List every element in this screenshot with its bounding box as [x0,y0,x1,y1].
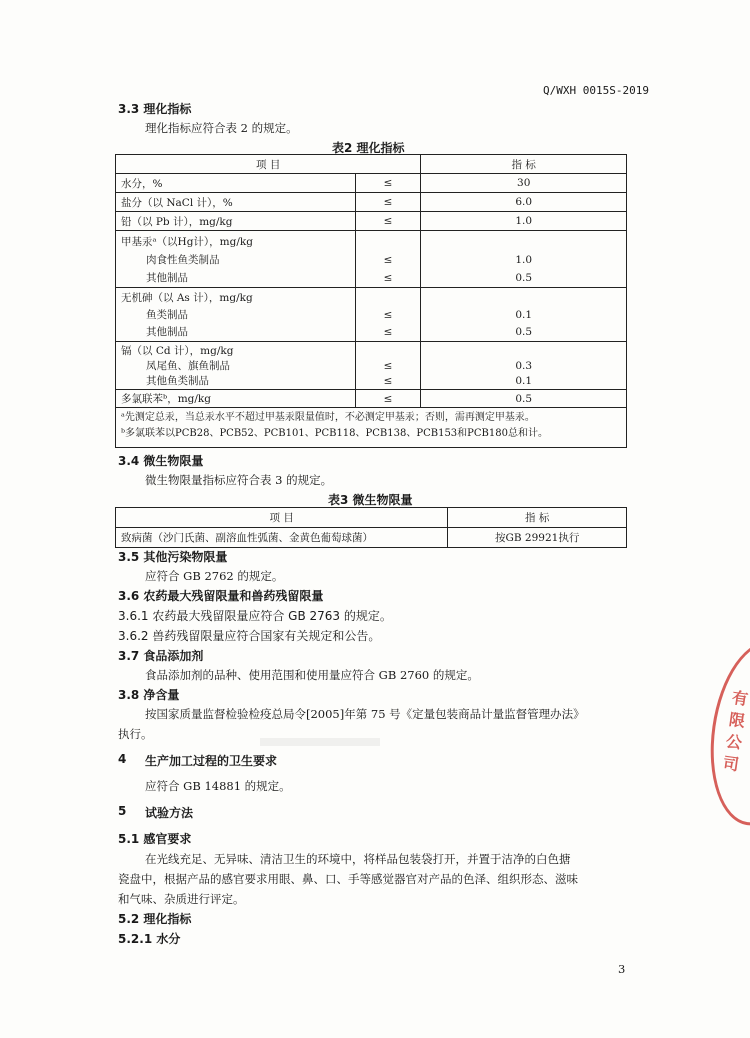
table-row [116,212,627,231]
table-cell: 0.3 [515,360,533,372]
table-cell: 其他制品 [146,272,188,284]
table-cell: 0.5 [515,326,533,338]
section-text: 在光线充足、无异味、清洁卫生的环境中，将样品包装袋打开，并置于洁净的白色搪 [145,852,571,866]
section-heading: 3.3 理化指标 [118,102,192,116]
section-number: 5 [118,804,127,818]
table-cell: 镉（以 Cd 计），mg/kg [121,345,234,357]
seal-text: 有限公司 [718,688,750,779]
table-cell: ≤ [355,174,421,193]
section-heading: 3.6 农药最大残留限量和兽药残留限量 [118,589,324,603]
section-heading: 3.7 食品添加剂 [118,649,204,663]
table-2-physchem [115,154,627,448]
table-cell: 0.1 [515,309,533,321]
table-footnote: ᵃ先测定总汞，当总汞水平不超过甲基汞限量值时，不必测定甲基汞；否则，需再测定甲基汞。 [121,412,535,423]
table-cell: 多氯联苯ᵇ，mg/kg [116,390,356,408]
table-caption: 表2 理化指标 [332,141,405,155]
table-cell: 1.0 [421,212,627,231]
table-cell: 0.5 [515,272,533,284]
table-header-index: 指 标 [421,155,627,174]
section-number: 4 [118,752,127,766]
table-cell: ≤ [383,309,393,321]
table-cell: ≤ [383,254,393,266]
table-header-item: 项 目 [116,508,448,528]
section-text: 理化指标应符合表 2 的规定。 [145,121,298,135]
table-cell: ≤ [383,272,393,284]
section-title: 试验方法 [145,806,194,820]
table-cell: ≤ [383,326,393,338]
subsection-text: 3.6.1 农药最大残留限量应符合 GB 2763 的规定。 [118,609,392,623]
table-cell: 致病菌（沙门氏菌、副溶血性弧菌、金黄色葡萄球菌） [116,528,448,548]
section-heading: 3.8 净含量 [118,688,180,702]
subsection-text: 3.6.2 兽药残留限量应符合国家有关规定和公告。 [118,629,381,643]
table-row [116,342,627,390]
table-cell: 其他制品 [146,326,188,338]
table-cell: 凤尾鱼、旗鱼制品 [146,360,230,372]
table-footnote: ᵇ多氯联苯以PCB28、PCB52、PCB101、PCB118、PCB138、PCB153和PCB180总和计。 [121,428,548,439]
section-text: 和气味、杂质进行评定。 [118,892,245,906]
table-cell: 甲基汞ᵃ（以Hg计），mg/kg [121,236,253,248]
section-heading: 5.2.1 水分 [118,932,181,946]
table-row [116,390,627,408]
table-header-index: 指 标 [448,508,627,528]
section-text: 应符合 GB 14881 的规定。 [145,779,291,793]
table-cell: 0.5 [421,390,627,408]
table-3-microbial [115,507,627,548]
section-text: 瓷盘中，根据产品的感官要求用眼、鼻、口、手等感觉器官对产品的色泽、组织形态、滋味 [118,872,578,886]
table-cell: ≤ [355,390,421,408]
table-cell: 0.1 [515,375,533,387]
table-cell: 按GB 29921执行 [448,528,627,548]
section-text: 微生物限量指标应符合表 3 的规定。 [145,473,333,487]
table-cell: 30 [421,174,627,193]
table-cell: ≤ [383,360,393,372]
table-cell: 1.0 [515,254,533,266]
table-cell: 水分，% [116,174,356,193]
table-cell: 无机砷（以 As 计），mg/kg [121,292,253,304]
table-row [116,288,627,342]
section-text: 食品添加剂的品种、使用范围和使用量应符合 GB 2760 的规定。 [145,668,479,682]
table-row [116,193,627,212]
section-heading: 3.4 微生物限量 [118,454,204,468]
table-caption: 表3 微生物限量 [328,493,413,507]
table-cell: 6.0 [421,193,627,212]
table-cell: 其他鱼类制品 [146,375,209,387]
table-row [116,528,627,548]
section-heading: 5.1 感官要求 [118,832,192,846]
table-cell: 肉食性鱼类制品 [146,254,220,266]
section-heading: 5.2 理化指标 [118,912,192,926]
table-cell: 铅（以 Pb 计），mg/kg [116,212,356,231]
section-heading: 3.5 其他污染物限量 [118,550,228,564]
section-text: 应符合 GB 2762 的规定。 [145,569,284,583]
section-text: 按国家质量监督检验检疫总局令[2005]年第 75 号《定量包装商品计量监督管理办法》 [145,707,585,721]
company-seal [700,634,750,832]
table-cell: 鱼类制品 [146,309,188,321]
bleed-through [260,738,380,746]
table-row [116,174,627,193]
table-cell: ≤ [355,212,421,231]
table-row [116,231,627,288]
table-header-item: 项 目 [116,155,421,174]
table-cell: 盐分（以 NaCl 计），% [116,193,356,212]
doc-code: Q/WXH 0015S-2019 [543,84,649,97]
table-cell: ≤ [383,375,393,387]
page-number: 3 [618,962,626,976]
section-text: 执行。 [118,727,153,741]
table-cell: ≤ [355,193,421,212]
section-title: 生产加工过程的卫生要求 [145,754,278,768]
